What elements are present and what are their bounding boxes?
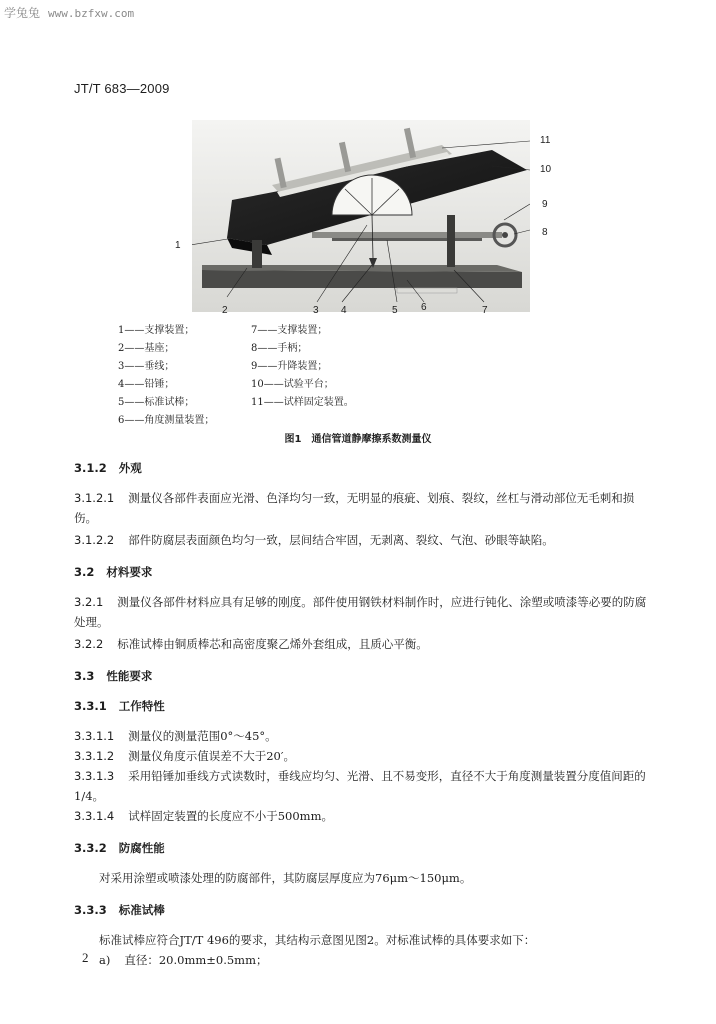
legend-item: 1——支撑装置； <box>118 325 195 336</box>
callout-4: 4 <box>341 305 347 316</box>
legend-item: 11——试样固定装置。 <box>251 397 354 408</box>
document-body <box>74 458 654 970</box>
legend-item: 6——角度测量装置； <box>118 415 215 426</box>
legend-item: 7——支撑装置； <box>251 325 328 336</box>
legend-item: 3——垂线； <box>118 361 175 372</box>
callout-5: 5 <box>392 305 398 316</box>
apparatus-photo <box>192 120 530 312</box>
callout-6: 6 <box>421 302 427 313</box>
clause-paragraph: 3.3.1.4 试样固定装置的长度应不小于500mm。 <box>74 809 333 823</box>
clause-paragraph: 3.3.1.1 测量仪的测量范围0°～45°。 <box>74 729 277 743</box>
watermark-site: 学兔兔 <box>4 6 41 20</box>
legend-item: 2——基座； <box>118 343 175 354</box>
legend-column-right <box>251 322 354 412</box>
figure-caption-text: 通信管道静摩擦系数测量仪 <box>311 434 432 445</box>
section-heading: 3.3.3 标准试棒 <box>74 903 165 917</box>
clause-paragraph: 3.3.1.2 测量仪角度示值误差不大于20′。 <box>74 749 295 763</box>
callout-10: 10 <box>540 164 552 175</box>
callout-7: 7 <box>482 305 488 316</box>
legend-item: 8——手柄； <box>251 343 308 354</box>
legend-item: 5——标准试棒； <box>118 397 195 408</box>
watermark <box>4 4 134 21</box>
callout-9: 9 <box>542 199 548 210</box>
doc-code: JT/T 683—2009 <box>74 81 170 96</box>
section-heading: 3.2 材料要求 <box>74 565 153 579</box>
watermark-url: www.bzfxw.com <box>48 7 135 20</box>
clause-paragraph: 3.2.1 测量仪各部件材料应具有足够的刚度。部件使用钢铁材料制作时，应进行钝化、涂塑或喷漆等必要的防腐处理。 <box>74 595 647 629</box>
section-heading: 3.1.2 外观 <box>74 461 142 475</box>
callout-11: 11 <box>540 135 551 146</box>
callout-8: 8 <box>542 227 548 238</box>
legend-item: 10——试验平台； <box>251 379 334 390</box>
section-heading: 3.3.2 防腐性能 <box>74 841 165 855</box>
callout-1: 1 <box>175 240 181 251</box>
legend-item: 9——升降装置； <box>251 361 328 372</box>
body-paragraph: 对采用涂塑或喷漆处理的防腐部件，其防腐层厚度应为76μm～150μm。 <box>99 871 472 885</box>
callout-2: 2 <box>222 305 228 316</box>
section-heading: 3.3 性能要求 <box>74 669 153 683</box>
clause-paragraph: 3.3.1.3 采用铅锤加垂线方式读数时，垂线应均匀、光滑、且不易变形，直径不大于角度测量装置分度值间距的1/4。 <box>74 769 646 803</box>
clause-paragraph: 3.1.2.1 测量仪各部件表面应光滑、色泽均匀一致，无明显的痕疵、划痕、裂纹，丝杠与滑动部位无毛刺和损伤。 <box>74 491 635 525</box>
body-paragraph: 标准试棒应符合JT/T 496的要求，其结构示意图见图2。对标准试棒的具体要求如下： <box>99 933 536 947</box>
legend-column-left <box>118 322 214 430</box>
clause-paragraph: 3.1.2.2 部件防腐层表面颜色均匀一致，层间结合牢固，无剥离、裂纹、气泡、砂眼等缺陷。 <box>74 533 554 547</box>
page-number: 2 <box>82 950 89 965</box>
measuring-apparatus-photo-icon <box>192 120 530 312</box>
clause-paragraph: 3.2.2 标准试棒由铜质棒芯和高密度聚乙烯外套组成，且质心平衡。 <box>74 637 428 651</box>
callout-3: 3 <box>313 305 319 316</box>
legend-item: 4——铅锤； <box>118 379 175 390</box>
figure-caption <box>0 430 716 445</box>
figure-caption-number: 图1 <box>284 434 302 445</box>
list-item: a) 直径：20.0mm±0.5mm； <box>99 953 268 967</box>
section-heading: 3.3.1 工作特性 <box>74 699 165 713</box>
